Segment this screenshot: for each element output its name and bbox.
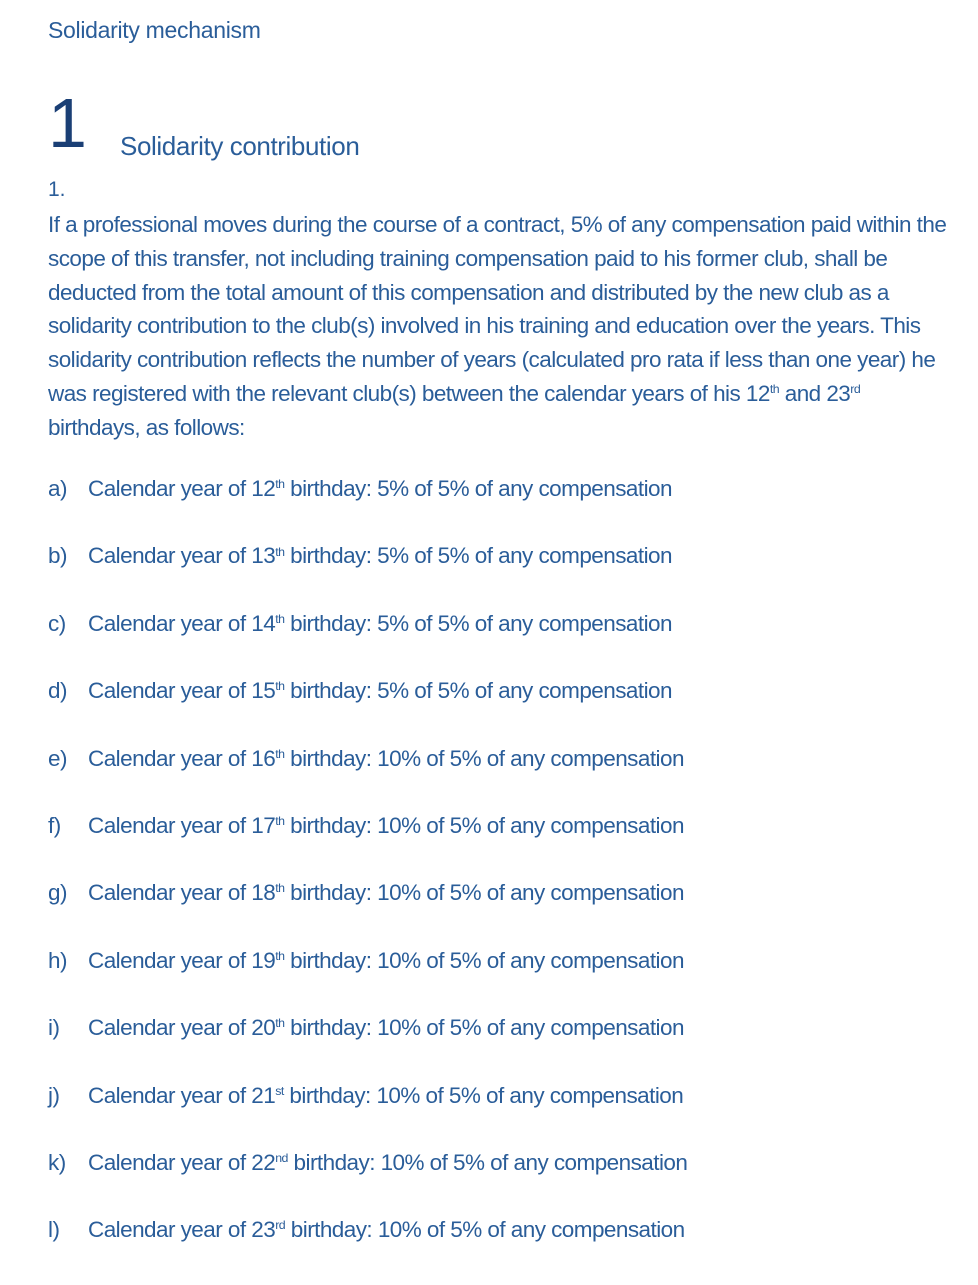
list-item-suffix: birthday: 10% of 5% of any compensation	[284, 1015, 684, 1041]
list-item-letter: d)	[48, 678, 67, 704]
list-item-prefix: Calendar year of 15	[88, 678, 276, 704]
ordinal-suffix: th	[275, 544, 285, 559]
list-item-suffix: birthday: 10% of 5% of any compensation	[284, 947, 684, 973]
list-item-letter: g)	[48, 880, 67, 906]
ordinal-suffix: rd	[850, 382, 861, 397]
list-item-suffix: birthday: 10% of 5% of any compensation	[284, 812, 684, 838]
list-item-text	[88, 880, 684, 906]
list-item-letter: c)	[48, 610, 66, 636]
list-item-letter: f)	[48, 812, 61, 838]
ordinal-suffix: th	[275, 611, 285, 626]
list-item-text	[88, 813, 684, 839]
list-item-text	[88, 1150, 687, 1176]
ordinal-suffix: th	[275, 814, 285, 829]
ordinal-suffix: th	[275, 746, 285, 761]
ordinal-suffix: rd	[275, 1218, 286, 1233]
list-item-prefix: Calendar year of 17	[88, 812, 276, 838]
list-item-suffix: birthday: 10% of 5% of any compensation	[284, 880, 684, 906]
list-item-prefix: Calendar year of 16	[88, 745, 276, 771]
list-item-letter: i)	[48, 1015, 60, 1041]
list-item-letter: e)	[48, 745, 67, 771]
ordinal-suffix: th	[275, 477, 285, 492]
list-item-text	[88, 1217, 685, 1243]
list-item-letter: l)	[48, 1217, 60, 1243]
ordinal-suffix: th	[769, 382, 780, 397]
list-item-text	[88, 746, 684, 772]
list-item-text	[88, 1083, 683, 1109]
list-item-prefix: Calendar year of 21	[88, 1082, 276, 1108]
ordinal-suffix: th	[275, 679, 285, 694]
ordinal-suffix: th	[275, 881, 285, 896]
list-item-prefix: Calendar year of 20	[88, 1015, 276, 1041]
list-item-letter: k)	[48, 1149, 66, 1175]
list-item-prefix: Calendar year of 13	[88, 543, 276, 569]
list-item-text	[88, 948, 684, 974]
ordinal-suffix: th	[275, 948, 285, 963]
section-title: Solidarity contribution	[120, 131, 360, 161]
list-item-suffix: birthday: 5% of 5% of any compensation	[284, 476, 672, 501]
list-item-letter: a)	[48, 476, 67, 501]
list-item-text	[88, 476, 672, 502]
ordinal-suffix: th	[275, 1016, 285, 1031]
list-item-suffix: birthday: 5% of 5% of any compensation	[284, 678, 672, 704]
list-item-text	[88, 543, 672, 569]
list-item-prefix: Calendar year of 19	[88, 947, 276, 973]
list-item-prefix: Calendar year of 12	[88, 476, 276, 501]
list-item-suffix: birthday: 5% of 5% of any compensation	[284, 610, 672, 636]
list-item-suffix: birthday: 10% of 5% of any compensation	[284, 745, 684, 771]
list-item-letter: b)	[48, 543, 67, 569]
ordinal-suffix: st	[275, 1083, 284, 1098]
paragraph-body	[48, 208, 948, 445]
section-number: 1	[48, 84, 87, 162]
ordinal-suffix: nd	[275, 1151, 288, 1166]
list-item-suffix: birthday: 10% of 5% of any compensation	[283, 1082, 684, 1108]
list-item-text	[88, 611, 672, 637]
list-item-prefix: Calendar year of 18	[88, 880, 276, 906]
running-head: Solidarity mechanism	[48, 17, 261, 43]
list-item-prefix: Calendar year of 23	[88, 1217, 276, 1243]
list-item-suffix: birthday: 5% of 5% of any compensation	[284, 543, 672, 569]
paragraph-text-start: If a professional moves during the course of a contract, 5% of any compensation paid within the scope of this transfer, not including training compensation paid to his former club, shall be deducted from the total amount of this compensation and distributed by the new club as a solidarity contribution to the club(s) involved in his training and education over the years. This solidarity contribution reflects the number of years (calculated pro rata if less than one year) he was registered with the relevant club(s) between the calendar years of his 12	[48, 212, 947, 406]
paragraph-text-end: birthdays, as follows:	[48, 414, 245, 440]
list-item-text	[88, 1015, 684, 1041]
list-item-prefix: Calendar year of 14	[88, 610, 276, 636]
list-item-suffix: birthday: 10% of 5% of any compensation	[285, 1217, 685, 1243]
paragraph-text-middle: and 23	[779, 380, 851, 406]
list-item-suffix: birthday: 10% of 5% of any compensation	[287, 1149, 688, 1175]
list-item-letter: j)	[48, 1082, 60, 1108]
list-item-letter: h)	[48, 947, 67, 973]
list-item-prefix: Calendar year of 22	[88, 1149, 276, 1175]
paragraph-number: 1.	[48, 178, 66, 201]
list-item-text	[88, 678, 672, 704]
